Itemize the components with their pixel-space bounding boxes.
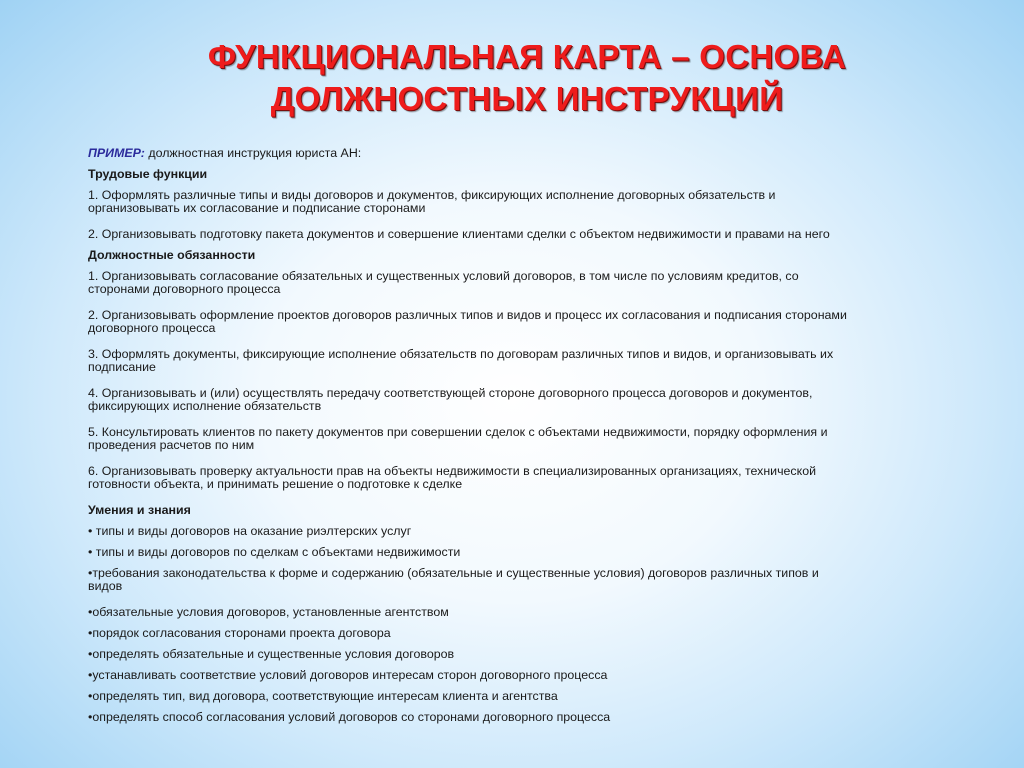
example-text: должностная инструкция юриста АН: xyxy=(144,146,362,160)
duty-item-line: 1. Организовывать согласование обязательных и существенных условий договоров, в том числе по условиям кредитов, со xyxy=(88,269,799,283)
title-line-2: ДОЛЖНОСТНЫХ ИНСТРУКЦИЙ xyxy=(270,80,784,117)
duty-item-line: проведения расчетов по ним xyxy=(88,438,255,452)
duty-item-line: 2. Организовывать оформление проектов договоров различных типов и видов и процесс их согласования и подписания сторонами xyxy=(88,308,847,322)
duty-item-line: 6. Организовывать проверку актуальности прав на объекты недвижимости в специализированных организациях, технической xyxy=(88,464,817,478)
slide-title xyxy=(0,36,1024,120)
skill-item-line: видов xyxy=(88,579,123,593)
duty-item-line: договорного процесса xyxy=(88,321,216,335)
intro-line xyxy=(88,147,968,168)
duty-item-line: 4. Организовывать и (или) осуществлять передачу соответствующей стороне договорного процесса договоров и документов, xyxy=(88,386,813,400)
duty-item-line: сторонами договорного процесса xyxy=(88,282,281,296)
duty-item-line: фиксирующих исполнение обязательств xyxy=(88,399,322,413)
duties-heading: Должностные обязанности xyxy=(88,248,256,262)
duty-item xyxy=(88,387,968,426)
functions-heading: Трудовые функции xyxy=(88,167,208,181)
skill-item xyxy=(88,567,968,606)
skill-item: •устанавливать соответствие условий договоров интересам сторон договорного процесса xyxy=(88,668,608,682)
skill-item: • типы и виды договоров на оказание риэлтерских услуг xyxy=(88,524,412,538)
slide-body xyxy=(88,147,968,732)
duty-item-line: подписание xyxy=(88,360,156,374)
duty-item-line: 5. Консультировать клиентов по пакету документов при совершении сделок с объектами недвижимости, порядку оформления и xyxy=(88,425,828,439)
duty-item-line: 3. Оформлять документы, фиксирующие исполнение обязательств по договорам различных типов и видов, и организовывать их xyxy=(88,347,834,361)
skill-item-line: •требования законодательства к форме и содержанию (обязательные и существенные условия) договоров различных типов и xyxy=(88,566,819,580)
duty-item-line: готовности объекта, и принимать решение о подготовке к сделке xyxy=(88,477,463,491)
title-line-1: ФУНКЦИОНАЛЬНАЯ КАРТА – ОСНОВА xyxy=(207,38,847,75)
skill-item: •определять обязательные и существенные условия договоров xyxy=(88,647,455,661)
function-item: 2. Организовывать подготовку пакета документов и совершение клиентами сделки с объектом недвижимости и правами на него xyxy=(88,227,830,241)
example-label: ПРИМЕР: xyxy=(88,146,145,160)
skill-item: •определять тип, вид договора, соответствующие интересам клиента и агентства xyxy=(88,689,558,703)
duty-item xyxy=(88,465,968,504)
skill-item: • типы и виды договоров по сделкам с объектами недвижимости xyxy=(88,545,461,559)
skill-item: •определять способ согласования условий договоров со сторонами договорного процесса xyxy=(88,710,611,724)
skill-item: •обязательные условия договоров, установленные агентством xyxy=(88,605,449,619)
skill-item: •порядок согласования сторонами проекта договора xyxy=(88,626,391,640)
duty-item xyxy=(88,426,968,465)
skills-heading: Умения и знания xyxy=(88,503,191,517)
function-item xyxy=(88,189,968,228)
function-item-line: организовывать их согласование и подписание сторонами xyxy=(88,201,426,215)
duty-item xyxy=(88,270,968,309)
function-item-line: 1. Оформлять различные типы и виды договоров и документов, фиксирующих исполнение договорных обязательств и xyxy=(88,188,776,202)
duty-item xyxy=(88,348,968,387)
duty-item xyxy=(88,309,968,348)
